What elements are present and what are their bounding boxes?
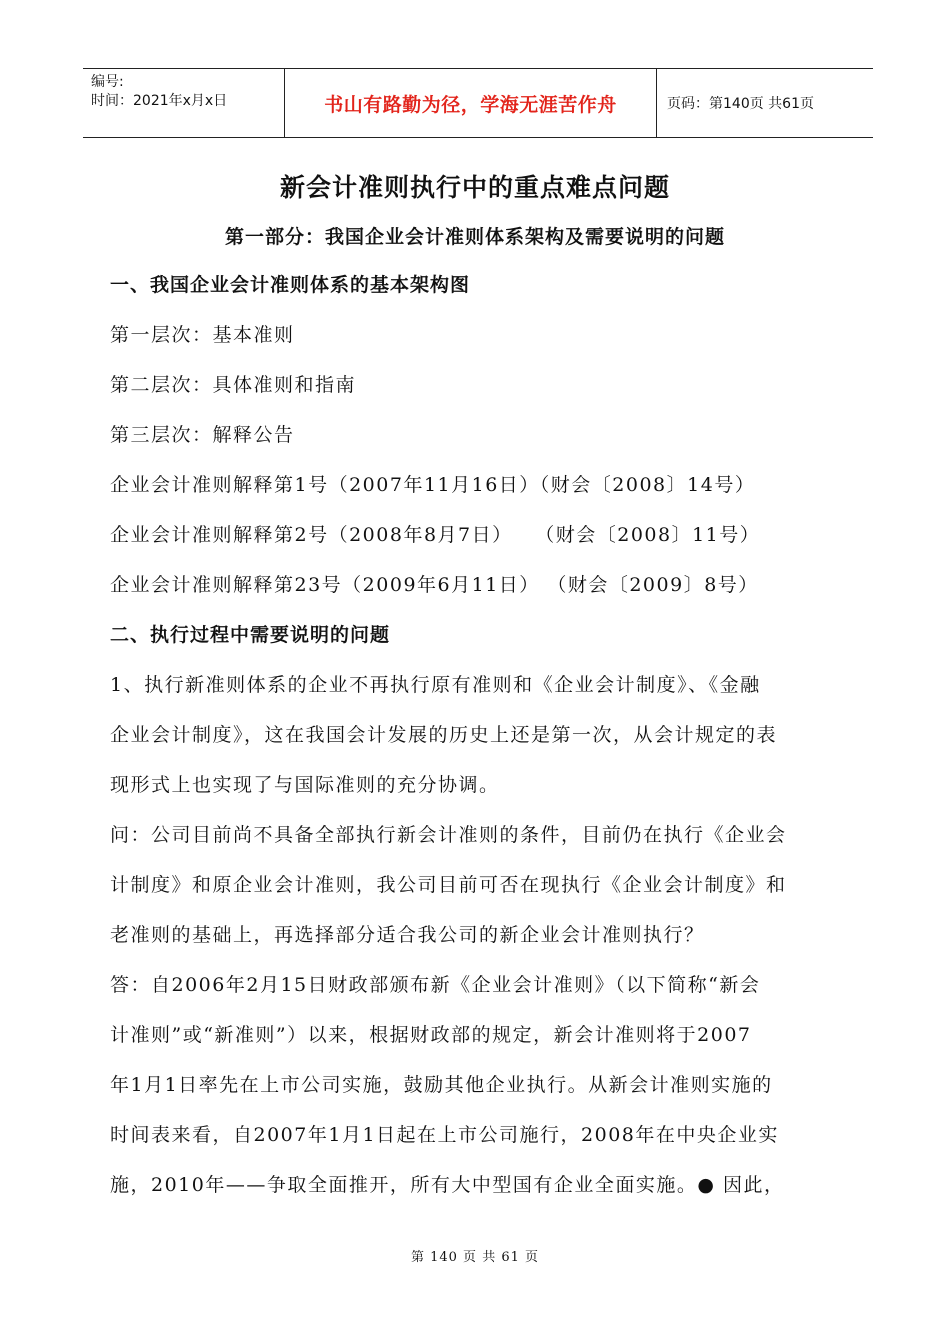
paragraph-line: 1、执行新准则体系的企业不再执行原有准则和《企业会计制度》、《金融 xyxy=(110,674,761,696)
section1-line: 企业会计准则解释第23号（2009年6月11日） （财会〔2009〕8号） xyxy=(110,574,759,596)
page-footer: 第 140 页 共 61 页 xyxy=(410,1250,540,1265)
section1-line: 第二层次：具体准则和指南 xyxy=(110,374,357,396)
section1-line: 企业会计准则解释第2号（2008年8月7日） （财会〔2008〕11号） xyxy=(110,524,761,546)
section2-heading: 二、执行过程中需要说明的问题 xyxy=(110,624,391,646)
motto: 书山有路勤为径，学海无涯苦作舟 xyxy=(324,93,617,116)
paragraph-line: 计制度》和原企业会计准则，我公司目前可否在现执行《企业会计制度》和 xyxy=(110,874,787,896)
section1-line: 企业会计准则解释第1号（2007年11月16日）（财会〔2008〕14号） xyxy=(110,474,756,496)
paragraph-line: 企业会计制度》，这在我国会计发展的历史上还是第一次，从会计规定的表 xyxy=(110,724,778,746)
paragraph-line: 时间表来看，自2007年1月1日起在上市公司施行，2008年在中央企业实 xyxy=(110,1124,779,1146)
section1-heading: 一、我国企业会计准则体系的基本架构图 xyxy=(110,274,471,296)
paragraph-line: 施，2010年——争取全面推开，所有大中型国有企业全面实施。● 因此， xyxy=(110,1174,785,1196)
paragraph-line: 答：自2006年2月15日财政部颁布新《企业会计准则》（以下简称“新会 xyxy=(110,974,761,996)
document-body xyxy=(110,260,850,1210)
time-label: 时间：2021年x月x日 xyxy=(91,93,228,109)
header-motto-cell xyxy=(285,69,657,137)
paragraph-line: 年1月1日率先在上市公司实施，鼓励其他企业执行。从新会计准则实施的 xyxy=(110,1074,773,1096)
document-title: 新会计准则执行中的重点难点问题 xyxy=(279,173,670,202)
paragraph-line: 现形式上也实现了与国际准则的充分协调。 xyxy=(110,774,500,796)
section1-line: 第一层次：基本准则 xyxy=(110,324,295,346)
page-info: 页码：第140页 共61页 xyxy=(667,96,814,112)
section1-line: 第三层次：解释公告 xyxy=(110,424,295,446)
paragraph-line: 问：公司目前尚不具备全部执行新会计准则的条件，目前仍在执行《企业会 xyxy=(110,824,787,846)
paragraph-line: 老准则的基础上，再选择部分适合我公司的新企业会计准则执行？ xyxy=(110,924,705,946)
header-page-info-cell xyxy=(657,69,873,137)
number-label: 编号: xyxy=(91,74,124,90)
page-header xyxy=(83,68,873,138)
paragraph-line: 计准则”或“新准则”）以来，根据财政部的规定，新会计准则将于2007 xyxy=(110,1024,752,1046)
header-meta xyxy=(83,69,285,137)
part-title: 第一部分：我国企业会计准则体系架构及需要说明的问题 xyxy=(224,226,725,248)
